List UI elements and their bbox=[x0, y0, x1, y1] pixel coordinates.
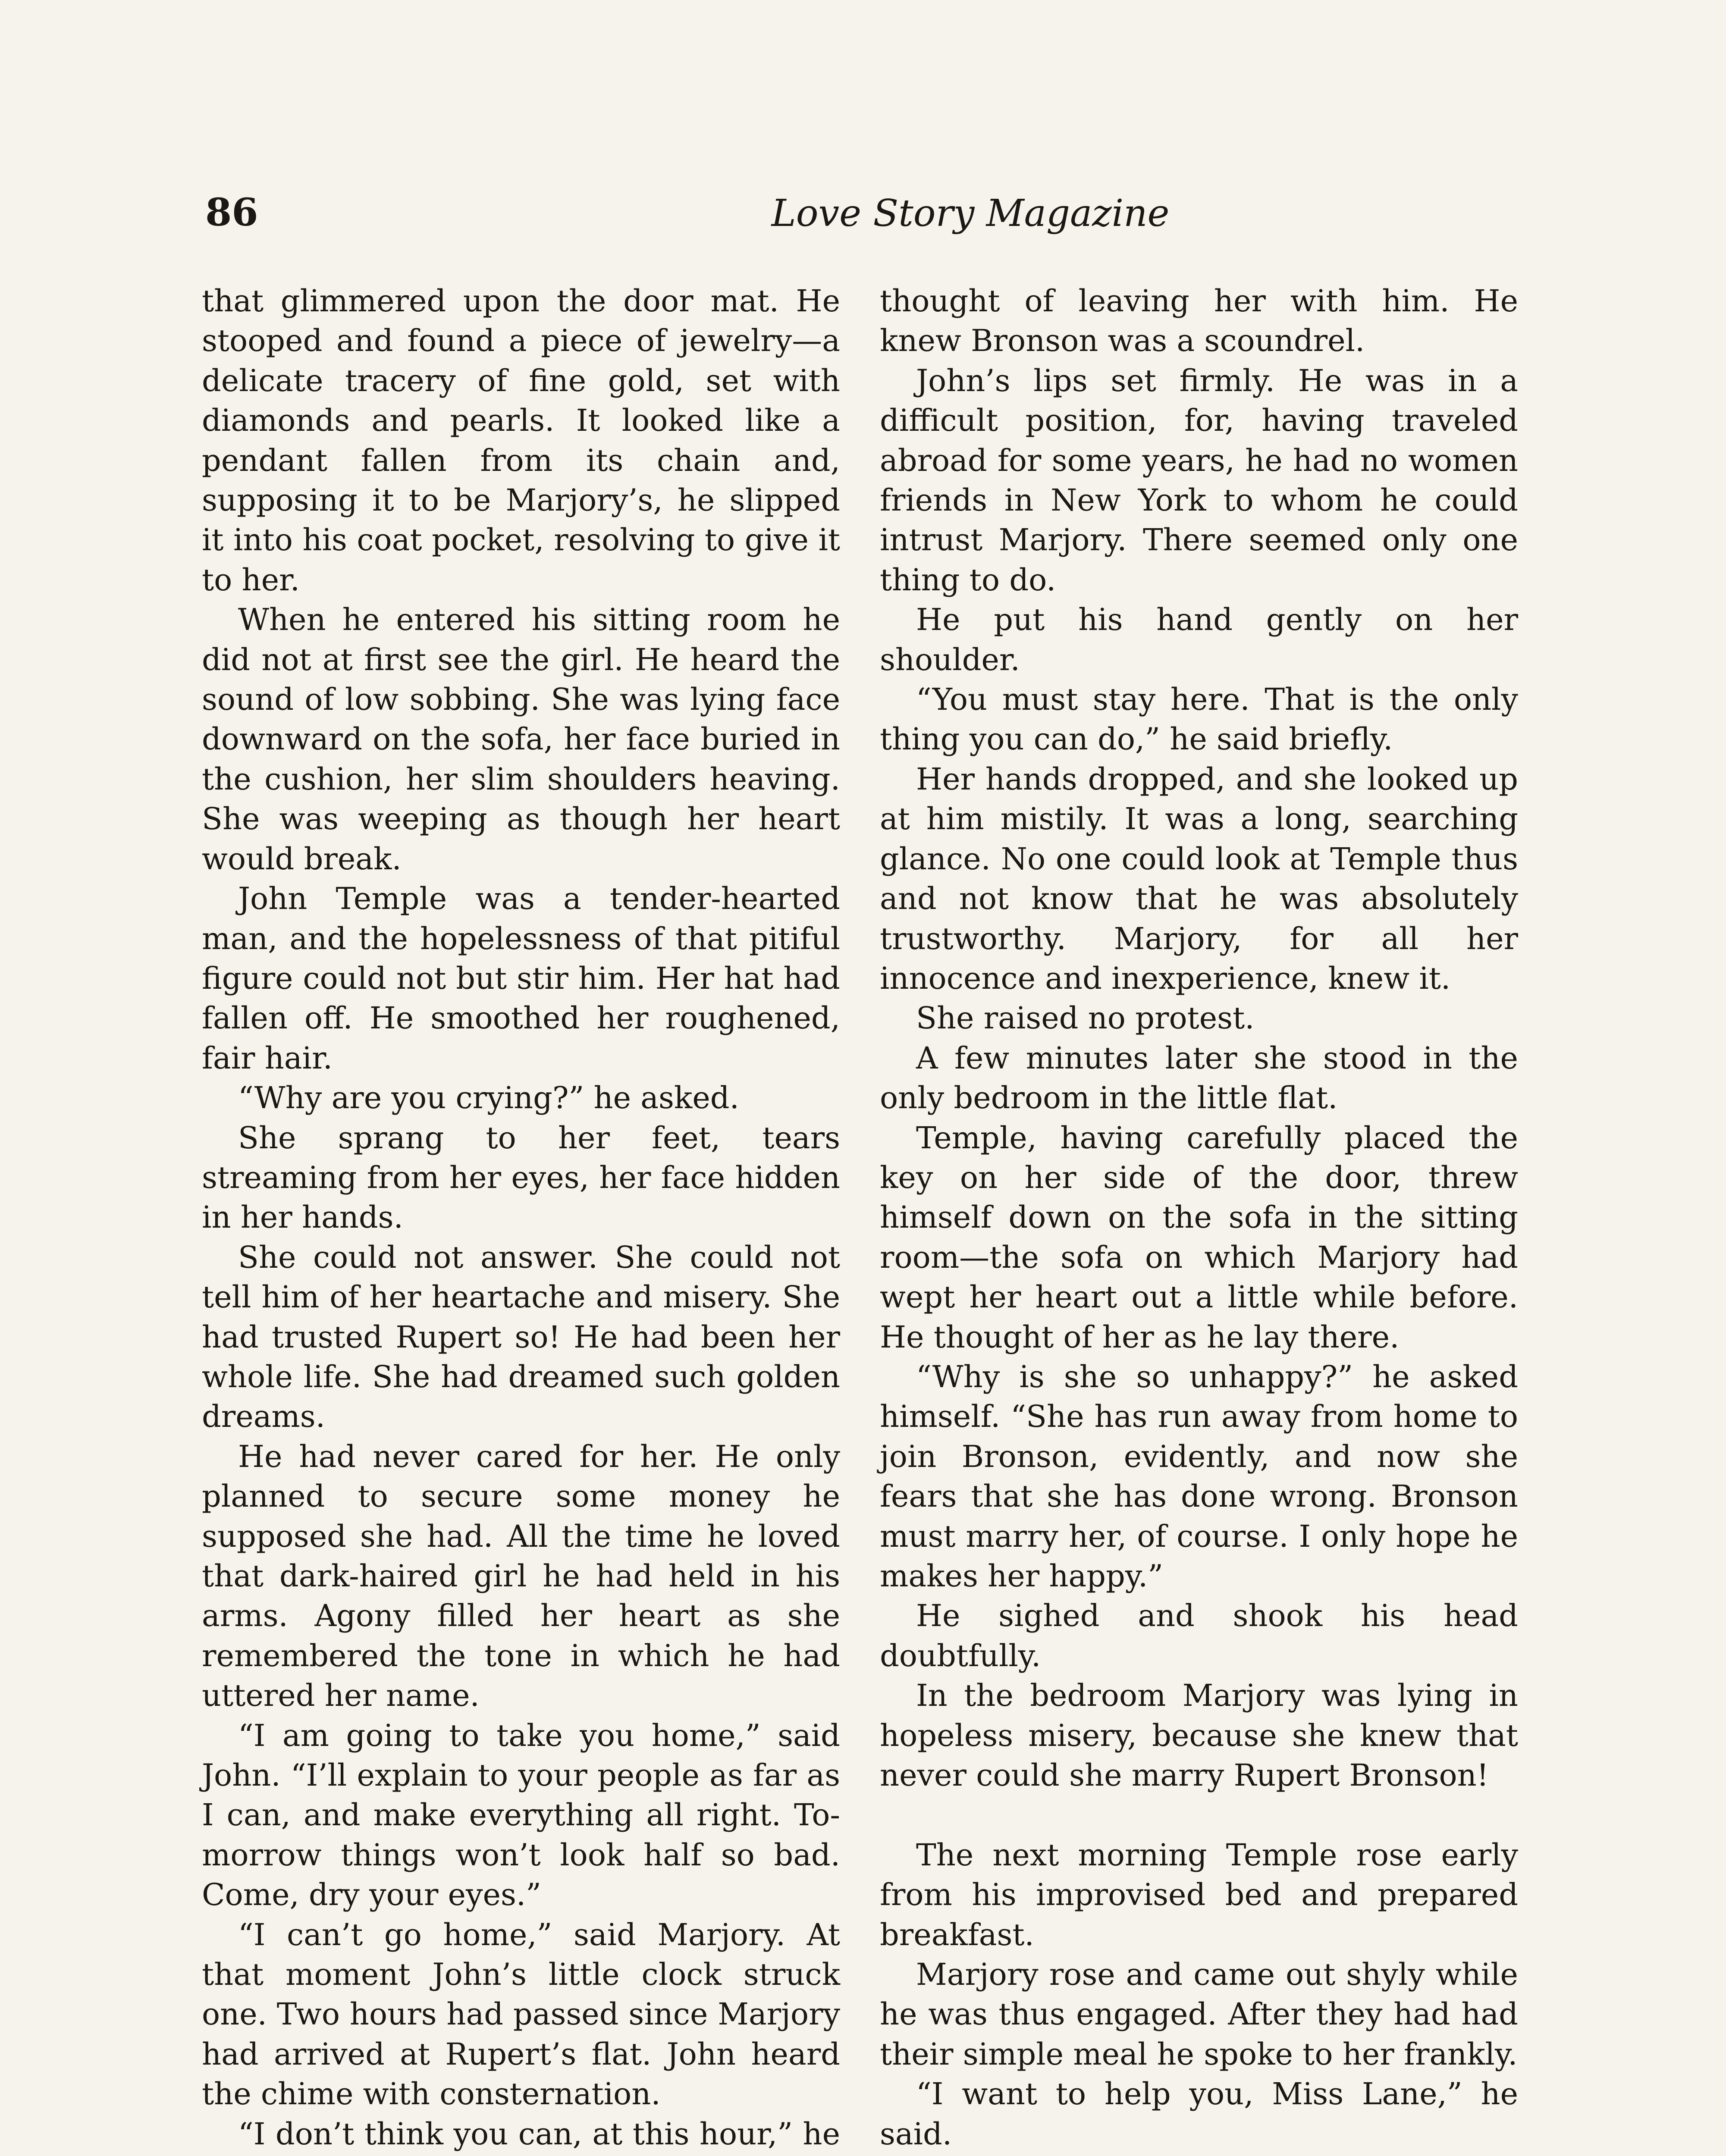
paragraph: He sighed and shook his head doubtfully. bbox=[880, 1598, 1518, 1673]
paragraph: She raised no protest. bbox=[916, 1000, 1255, 1036]
paragraph: John Temple was a tender-hearted man, and the hopelessness of that pitiful figure could not but stir him. Her hat had fallen off. He smoothed her roughened, fair hair. bbox=[202, 881, 840, 1076]
paragraph: “I can’t go home,” said Marjory. At that moment John’s little clock struck one. Two hours had passed since Marjory had arrived at Rupert’s flat. John heard the chime with consternation. bbox=[202, 1917, 840, 2112]
paragraph: “You must stay here. That is the only thing you can do,” he said briefly. bbox=[880, 682, 1518, 757]
section-break bbox=[880, 1795, 1518, 1835]
paragraph: She could not answer. She could not tell him of her heartache and misery. She had trusted Rupert so! He had been her whole life. She had dreamed such golden dreams. bbox=[202, 1239, 840, 1435]
paragraph: In the bedroom Marjory was lying in hopeless misery, because she knew that never could she marry Rupert Bronson! bbox=[880, 1678, 1518, 1793]
paragraph: He had never cared for her. He only planned to secure some money he supposed she had. All the time he loved that dark-haired girl he had held in his arms. Agony filled her heart as she remembered the tone in which he had uttered her name. bbox=[202, 1438, 840, 1714]
paragraph: “Why are you crying?” he asked. bbox=[238, 1080, 739, 1116]
paragraph: that glimmered upon the door mat. He stooped and found a piece of jewelry—a delicate tracery of fine gold, set with diamonds and pearls. It looked like a pendant fallen from its chain and, supposing it to be Marjory’s, he slipped it into his coat pocket, resolving to give it to her. bbox=[202, 283, 840, 598]
left-column bbox=[202, 281, 840, 2156]
paragraph: She sprang to her feet, tears streaming from her eyes, her face hidden in her hands. bbox=[202, 1120, 840, 1235]
paragraph: A few minutes later she stood in the only bedroom in the little flat. bbox=[880, 1040, 1518, 1116]
right-column bbox=[880, 281, 1518, 2154]
paragraph: “I am going to take you home,” said John. “I’ll explain to your people as far as I can, and make everything all right. To-morrow things won’t look half so bad. Come, dry your eyes.” bbox=[202, 1717, 840, 1913]
running-head: Love Story Magazine bbox=[771, 192, 1170, 235]
paragraph: “I don’t think you can, at this hour,” he bbox=[238, 2116, 840, 2152]
paragraph: He put his hand gently on her shoulder. bbox=[880, 602, 1518, 677]
paragraph: thought of leaving her with him. He knew Bronson was a scoundrel. bbox=[880, 283, 1518, 359]
paragraph: “I want to help you, Miss Lane,” he said. bbox=[880, 2076, 1518, 2152]
page-number: 86 bbox=[205, 190, 258, 235]
paragraph: The next morning Temple rose early from his improvised bed and prepared breakfast. bbox=[880, 1837, 1518, 1952]
paragraph: Her hands dropped, and she looked up at him mistily. It was a long, searching glance. No one could look at Temple thus and not know that he was absolutely trustworthy. Marjory, for all her innocence and inexperience, knew it. bbox=[880, 761, 1518, 996]
paragraph: Marjory rose and came out shyly while he was thus engaged. After they had had their simple meal he spoke to her frankly. bbox=[880, 1957, 1518, 2072]
paragraph: Temple, having carefully placed the key on her side of the door, threw himself down on the sofa in the sitting room—the sofa on which Marjory had wept her heart out a little while before. He thought of her as he lay there. bbox=[880, 1120, 1518, 1355]
paragraph: “Why is she so unhappy?” he asked himself. “She has run away from home to join Bronson, evidently, and now she fears that she has done wrong. Bronson must marry her, of course. I only hope he makes her happy.” bbox=[880, 1359, 1518, 1594]
paragraph: When he entered his sitting room he did not at first see the girl. He heard the sound of low sobbing. She was lying face downward on the sofa, her face buried in the cushion, her slim shoulders heaving. She was weeping as though her heart would break. bbox=[202, 602, 840, 877]
paragraph: John’s lips set firmly. He was in a difficult position, for, having traveled abroad for some years, he had no women friends in New York to whom he could intrust Marjory. There seemed only one thing to do. bbox=[880, 363, 1518, 598]
